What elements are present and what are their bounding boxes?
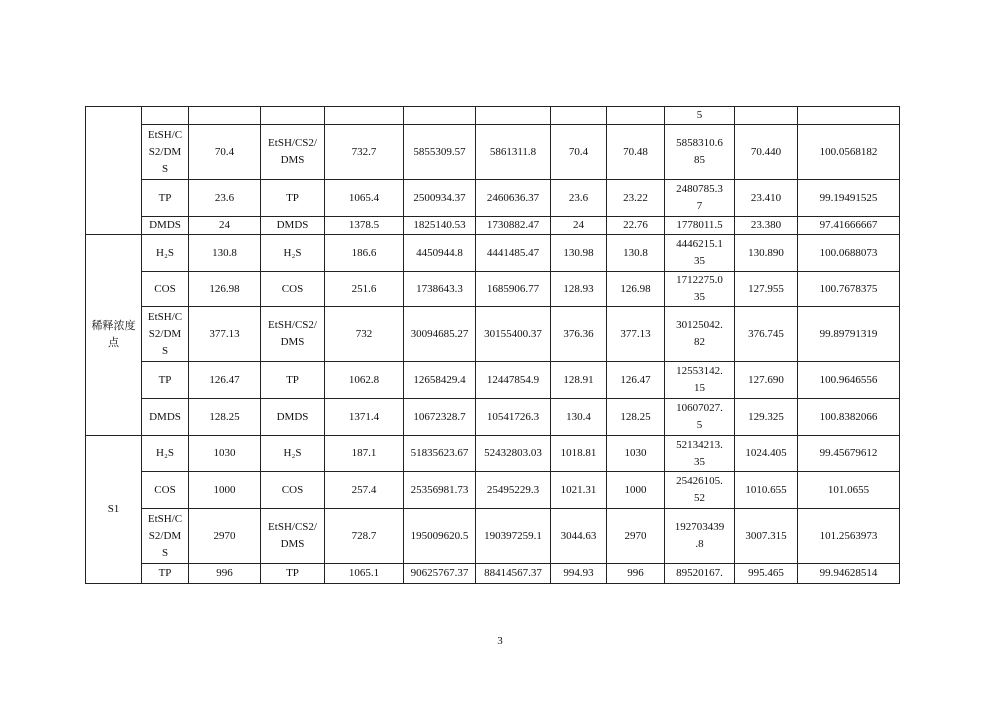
table-cell: 70.4 [189,125,261,180]
table-cell: 376.745 [735,307,798,362]
table-cell: DMDS [261,399,325,436]
table-row [86,125,900,180]
table-cell: 100.0688073 [798,235,900,272]
table-cell: EtSH/C S2/DM S [142,307,189,362]
table-cell: 100.7678375 [798,272,900,307]
table-cell: 129.325 [735,399,798,436]
table-cell: 24 [189,217,261,235]
table-cell: 1778011.5 [665,217,735,235]
table-cell: DMDS [261,217,325,235]
table-cell: 23.6 [551,180,607,217]
table-cell: COS [261,272,325,307]
table-cell: 1685906.77 [476,272,551,307]
table-cell: 99.45679612 [798,436,900,472]
table-cell: DMDS [142,217,189,235]
table-cell: 1378.5 [325,217,404,235]
table-cell: 995.465 [735,564,798,584]
table-cell: 130.8 [189,235,261,272]
table-cell: TP [261,362,325,399]
table-cell: 1065.1 [325,564,404,584]
table-row [86,107,900,125]
table-cell: 101.0655 [798,472,900,509]
table-cell: EtSH/CS2/ DMS [261,307,325,362]
table-cell: 996 [189,564,261,584]
table-cell: 1062.8 [325,362,404,399]
table-cell [476,107,551,125]
table-cell: 192703439 .8 [665,509,735,564]
table-cell: 994.93 [551,564,607,584]
table-cell: 376.36 [551,307,607,362]
table-cell: 996 [607,564,665,584]
table-cell: EtSH/C S2/DM S [142,125,189,180]
table-cell: 1000 [607,472,665,509]
table-cell: 377.13 [189,307,261,362]
table-cell: TP [142,180,189,217]
table-cell: 127.955 [735,272,798,307]
table-cell: 1738643.3 [404,272,476,307]
group-label-cell: 稀释浓度 点 [86,235,142,436]
table-cell: 90625767.37 [404,564,476,584]
table-cell: 2500934.37 [404,180,476,217]
table-cell: 2970 [189,509,261,564]
table-cell: 70.440 [735,125,798,180]
table-cell: 127.690 [735,362,798,399]
table-row [86,307,900,362]
table-cell [607,107,665,125]
table-row [86,472,900,509]
table-cell [798,107,900,125]
table-cell: 25356981.73 [404,472,476,509]
table-cell: 12658429.4 [404,362,476,399]
table-cell: 100.8382066 [798,399,900,436]
table-cell: 130.890 [735,235,798,272]
table-cell: 257.4 [325,472,404,509]
table-row [86,509,900,564]
table-cell: 70.4 [551,125,607,180]
table-cell: 1000 [189,472,261,509]
table-cell [735,107,798,125]
table-cell: 10541726.3 [476,399,551,436]
table-cell: 1030 [189,436,261,472]
results-table [85,106,900,584]
table-cell: 4450944.8 [404,235,476,272]
table-cell: 10672328.7 [404,399,476,436]
table-cell: 130.98 [551,235,607,272]
table-cell: 24 [551,217,607,235]
table-cell: 377.13 [607,307,665,362]
table-cell: 130.4 [551,399,607,436]
table-cell: 51835623.67 [404,436,476,472]
table-cell: 99.19491525 [798,180,900,217]
table-cell: 30094685.27 [404,307,476,362]
table-cell: 97.41666667 [798,217,900,235]
table-cell [261,107,325,125]
table-cell: 126.47 [189,362,261,399]
table-cell: 30125042. 82 [665,307,735,362]
table-cell: 2480785.3 7 [665,180,735,217]
table-row [86,180,900,217]
table-cell: TP [261,180,325,217]
table-cell: 5 [665,107,735,125]
table-cell: 4441485.47 [476,235,551,272]
table-cell: 70.48 [607,125,665,180]
table-cell: 3007.315 [735,509,798,564]
table-cell [551,107,607,125]
table-cell: 2970 [607,509,665,564]
table-cell: 1010.655 [735,472,798,509]
table-cell: TP [261,564,325,584]
table-cell: H₂S [261,436,325,472]
table-cell: 128.25 [607,399,665,436]
table-row [86,272,900,307]
table-cell: 12447854.9 [476,362,551,399]
table-cell: EtSH/CS2/ DMS [261,125,325,180]
table-cell: 1371.4 [325,399,404,436]
table-cell: 52432803.03 [476,436,551,472]
table-cell: EtSH/C S2/DM S [142,509,189,564]
table-cell: 128.25 [189,399,261,436]
table-cell: 101.2563973 [798,509,900,564]
table-row [86,217,900,235]
table-cell: 1065.4 [325,180,404,217]
table-row [86,399,900,436]
page-number: 3 [497,635,503,647]
table-cell: 1024.405 [735,436,798,472]
table-cell: 99.94628514 [798,564,900,584]
table-cell: COS [142,272,189,307]
table-cell: 100.0568182 [798,125,900,180]
table-cell [404,107,476,125]
table-cell: 22.76 [607,217,665,235]
table-cell: 23.410 [735,180,798,217]
table-cell: 1030 [607,436,665,472]
table-cell: TP [142,564,189,584]
table-cell: 126.47 [607,362,665,399]
table-cell: 5861311.8 [476,125,551,180]
table-cell [142,107,189,125]
table-cell: 30155400.37 [476,307,551,362]
table-cell: 25495229.3 [476,472,551,509]
table-cell: 130.8 [607,235,665,272]
table-cell: 195009620.5 [404,509,476,564]
table-cell: 5855309.57 [404,125,476,180]
table-cell: 728.7 [325,509,404,564]
table-cell: 23.380 [735,217,798,235]
table-cell: 126.98 [189,272,261,307]
table-cell: 100.9646556 [798,362,900,399]
table-cell: 126.98 [607,272,665,307]
table-cell: 128.91 [551,362,607,399]
table-cell [325,107,404,125]
table-cell: 1021.31 [551,472,607,509]
table-cell: 52134213. 35 [665,436,735,472]
table-cell: COS [142,472,189,509]
table-cell: 1712275.0 35 [665,272,735,307]
table-cell: 25426105. 52 [665,472,735,509]
table-cell [189,107,261,125]
table-cell: H₂S [261,235,325,272]
table-cell: 128.93 [551,272,607,307]
table-cell: H₂S [142,436,189,472]
table-cell: 732 [325,307,404,362]
table-cell: 99.89791319 [798,307,900,362]
group-label-cell: S1 [86,436,142,584]
table-cell: 23.6 [189,180,261,217]
table-cell: TP [142,362,189,399]
table-cell: 1825140.53 [404,217,476,235]
table-cell: 5858310.6 85 [665,125,735,180]
table-cell: 12553142. 15 [665,362,735,399]
table-cell: 3044.63 [551,509,607,564]
table-cell: 186.6 [325,235,404,272]
table-cell: 251.6 [325,272,404,307]
table-cell: 89520167. [665,564,735,584]
table-row [86,436,900,472]
table-cell: 1018.81 [551,436,607,472]
table-cell: EtSH/CS2/ DMS [261,509,325,564]
table-cell: 732.7 [325,125,404,180]
table-cell: COS [261,472,325,509]
group-label-cell [86,107,142,235]
table-cell: 1730882.47 [476,217,551,235]
table-row [86,362,900,399]
table-cell: 23.22 [607,180,665,217]
table-cell: H₂S [142,235,189,272]
table-cell: 190397259.1 [476,509,551,564]
table-cell: 4446215.1 35 [665,235,735,272]
table-row [86,235,900,272]
table-cell: 187.1 [325,436,404,472]
table-cell: 2460636.37 [476,180,551,217]
table-cell: 88414567.37 [476,564,551,584]
table-cell: DMDS [142,399,189,436]
table-cell: 10607027. 5 [665,399,735,436]
table-row [86,564,900,584]
